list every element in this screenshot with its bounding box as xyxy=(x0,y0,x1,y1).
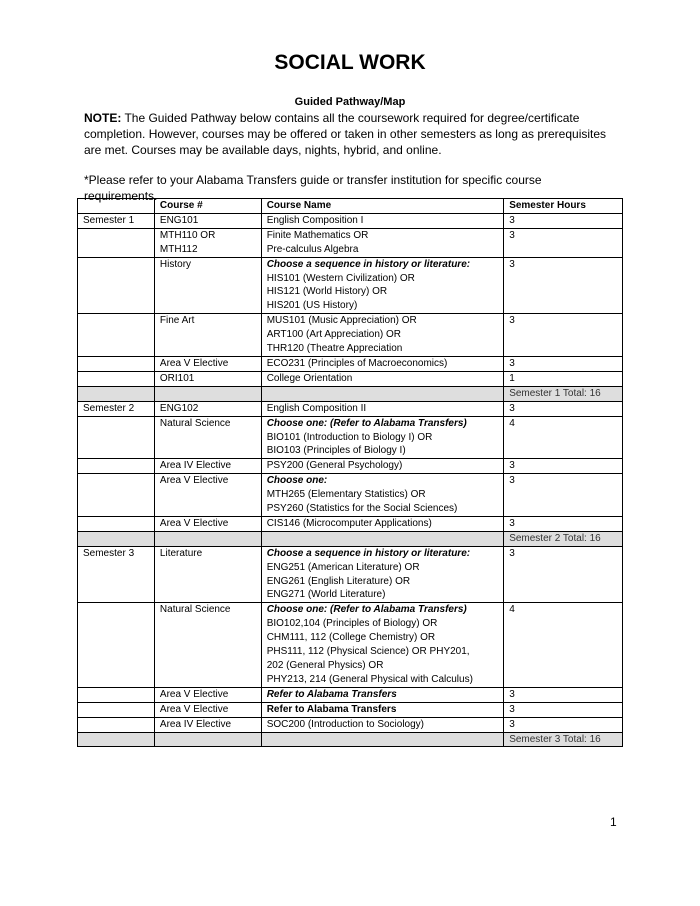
course-number-cell xyxy=(154,459,261,474)
course-name-cell xyxy=(261,314,503,357)
table-row xyxy=(78,717,623,732)
course-number-cell xyxy=(154,687,261,702)
choose-instruction: Choose one: xyxy=(266,475,328,487)
semester-cell xyxy=(78,459,155,474)
course-name-cell xyxy=(261,474,503,517)
semester-cell xyxy=(78,687,155,702)
table-row xyxy=(78,459,623,474)
total-row-empty-cell xyxy=(261,732,503,747)
total-row-empty-cell xyxy=(154,386,261,401)
course-number-cell xyxy=(154,702,261,717)
course-name-line: ART100 (Art Appreciation) OR xyxy=(266,329,402,341)
course-name-line: ENG271 (World Literature) xyxy=(266,589,386,601)
total-row-empty-cell xyxy=(261,531,503,546)
course-name-line: ENG251 (American Literature) OR xyxy=(266,561,420,573)
refer-paragraph: *Please refer to your Alabama Transfers guide or transfer institution for specific course requirements. xyxy=(84,173,542,203)
semester-hours-cell: 3 xyxy=(504,228,623,257)
course-name-line: BIO102,104 (Principles of Biology) OR xyxy=(266,618,438,630)
course-name-cell xyxy=(261,257,503,314)
choose-instruction: Refer to Alabama Transfers xyxy=(266,688,397,700)
header-cell-semester xyxy=(78,199,155,214)
semester-hours-cell: 4 xyxy=(504,416,623,459)
course-number: MTH110 OR xyxy=(159,229,216,241)
course-name-cell xyxy=(261,416,503,459)
semester-total-row xyxy=(78,386,623,401)
semester-cell: Semester 2 xyxy=(78,401,155,416)
course-number-cell xyxy=(154,314,261,357)
semester-cell xyxy=(78,371,155,386)
header-cell-course-name: Course Name xyxy=(261,199,503,214)
course-name-cell xyxy=(261,717,503,732)
course-name-line: CIS146 (Microcomputer Applications) xyxy=(266,517,432,529)
table-row xyxy=(78,603,623,687)
semester-total: Semester 3 Total: 16 xyxy=(504,732,623,747)
course-number: Area V Elective xyxy=(159,475,229,487)
table-row xyxy=(78,257,623,314)
semester-cell: Semester 3 xyxy=(78,546,155,603)
course-name-line: MUS101 (Music Appreciation) OR xyxy=(266,315,417,327)
course-name-cell xyxy=(261,401,503,416)
course-number-cell xyxy=(154,257,261,314)
semester-cell xyxy=(78,416,155,459)
course-name-line: PSY200 (General Psychology) xyxy=(266,460,403,472)
course-name-cell xyxy=(261,546,503,603)
course-name-cell xyxy=(261,687,503,702)
semester-cell xyxy=(78,356,155,371)
course-number: Area V Elective xyxy=(159,357,229,369)
course-number-cell xyxy=(154,228,261,257)
table-row xyxy=(78,546,623,603)
semester-hours-cell: 3 xyxy=(504,717,623,732)
course-name-cell xyxy=(261,228,503,257)
course-name-cell xyxy=(261,459,503,474)
table-row xyxy=(78,228,623,257)
semester-hours-cell: 3 xyxy=(504,516,623,531)
page-title: SOCIAL WORK xyxy=(274,51,426,74)
course-name-line: Finite Mathematics OR xyxy=(266,229,369,241)
course-number-cell xyxy=(154,546,261,603)
table-row xyxy=(78,416,623,459)
course-name-line: ENG261 (English Literature) OR xyxy=(266,575,411,587)
course-number: MTH112 xyxy=(159,243,198,255)
course-number-cell xyxy=(154,717,261,732)
course-name-cell xyxy=(261,356,503,371)
header-cell-semester-hours: Semester Hours xyxy=(504,199,623,214)
semester-cell: Semester 1 xyxy=(78,213,155,228)
course-number-cell xyxy=(154,401,261,416)
table-row xyxy=(78,314,623,357)
total-row-empty-cell xyxy=(78,531,155,546)
semester-hours-cell: 1 xyxy=(504,371,623,386)
note-text: The Guided Pathway below contains all the coursework required for degree/certificate completion. However, courses may be offered or taken in other semesters as long as prerequisites are met. Courses may be available days, nights, hybrid, and online. xyxy=(84,111,607,157)
header-cell-course-number: Course # xyxy=(154,199,261,214)
course-number-cell xyxy=(154,213,261,228)
table-row xyxy=(78,356,623,371)
table-row xyxy=(78,401,623,416)
semester-total-row xyxy=(78,732,623,747)
table-row xyxy=(78,213,623,228)
choose-instruction: Choose a sequence in history or literature: xyxy=(266,547,471,559)
course-name-cell xyxy=(261,371,503,386)
course-name-line: SOC200 (Introduction to Sociology) xyxy=(266,718,425,730)
table-row xyxy=(78,474,623,517)
table-row xyxy=(78,371,623,386)
course-name-line: THR120 (Theatre Appreciation xyxy=(266,343,403,355)
course-name-line: HIS201 (US History) xyxy=(266,300,358,312)
table-row xyxy=(78,702,623,717)
course-name-line: English Composition I xyxy=(266,214,364,226)
course-name-line: English Composition II xyxy=(266,402,367,414)
course-number: Natural Science xyxy=(159,604,231,616)
course-name-line: MTH265 (Elementary Statistics) OR xyxy=(266,489,426,501)
semester-cell xyxy=(78,516,155,531)
semester-cell xyxy=(78,603,155,687)
course-number: Natural Science xyxy=(159,417,231,429)
course-name-line: BIO103 (Principles of Biology I) xyxy=(266,445,406,457)
total-row-empty-cell xyxy=(261,386,503,401)
total-row-empty-cell xyxy=(78,386,155,401)
total-row-empty-cell xyxy=(154,531,261,546)
course-name-line: BIO101 (Introduction to Biology I) OR xyxy=(266,431,433,443)
course-number: Area IV Elective xyxy=(159,718,232,730)
course-name-line: 202 (General Physics) OR xyxy=(266,660,384,671)
semester-hours-cell: 3 xyxy=(504,356,623,371)
semester-total: Semester 1 Total: 16 xyxy=(504,386,623,401)
course-name-line: PHS111, 112 (Physical Science) OR PHY201, xyxy=(266,646,470,658)
course-number: Literature xyxy=(159,547,203,559)
choose-instruction: Choose one: (Refer to Alabama Transfers) xyxy=(266,417,467,429)
semester-hours-cell: 3 xyxy=(504,314,623,357)
choose-instruction: Choose one: (Refer to Alabama Transfers) xyxy=(266,604,467,616)
course-number: Area V Elective xyxy=(159,703,229,715)
semester-hours-cell: 3 xyxy=(504,546,623,603)
course-number: Area V Elective xyxy=(159,688,229,700)
course-number-cell xyxy=(154,356,261,371)
course-table xyxy=(77,198,623,747)
semester-hours-cell: 3 xyxy=(504,257,623,314)
course-number: ENG102 xyxy=(159,402,199,414)
course-name-line: College Orientation xyxy=(266,372,353,384)
semester-hours-cell: 3 xyxy=(504,213,623,228)
course-number-cell xyxy=(154,416,261,459)
course-number-cell xyxy=(154,474,261,517)
table-row xyxy=(78,516,623,531)
course-name-cell xyxy=(261,516,503,531)
course-name-cell xyxy=(261,702,503,717)
choose-instruction: Choose a sequence in history or literature: xyxy=(266,258,471,270)
course-number: ORI101 xyxy=(159,372,195,384)
course-name-line: HIS101 (Western Civilization) OR xyxy=(266,272,415,284)
table-row xyxy=(78,687,623,702)
course-number-cell xyxy=(154,603,261,687)
semester-cell xyxy=(78,314,155,357)
course-number: History xyxy=(159,258,192,270)
semester-cell xyxy=(78,717,155,732)
semester-hours-cell: 3 xyxy=(504,687,623,702)
semester-total: Semester 2 Total: 16 xyxy=(504,531,623,546)
course-number: Fine Art xyxy=(159,315,195,327)
semester-cell xyxy=(78,474,155,517)
semester-cell xyxy=(78,228,155,257)
course-name-line: CHM111, 112 (College Chemistry) OR xyxy=(266,632,436,644)
course-name-cell xyxy=(261,213,503,228)
semester-hours-cell: 3 xyxy=(504,401,623,416)
semester-hours-cell: 3 xyxy=(504,474,623,517)
semester-hours-cell: 3 xyxy=(504,702,623,717)
course-name-line: Pre-calculus Algebra xyxy=(266,243,359,255)
total-row-empty-cell xyxy=(154,732,261,747)
course-number-cell xyxy=(154,516,261,531)
total-row-empty-cell xyxy=(78,732,155,747)
page-subtitle: Guided Pathway/Map xyxy=(294,96,406,108)
course-name-line: PSY260 (Statistics for the Social Sciences) xyxy=(266,503,458,515)
semester-hours-cell: 4 xyxy=(504,603,623,687)
course-name-cell xyxy=(261,603,503,687)
course-number: Area V Elective xyxy=(159,517,229,529)
table-header-row xyxy=(78,199,623,214)
semester-cell xyxy=(78,702,155,717)
course-number: ENG101 xyxy=(159,214,199,226)
course-name-line: HIS121 (World History) OR xyxy=(266,286,388,298)
semester-total-row xyxy=(78,531,623,546)
course-number-cell xyxy=(154,371,261,386)
course-number: Area IV Elective xyxy=(159,460,232,472)
course-name-line: PHY213, 214 (General Physical with Calculus) xyxy=(266,673,473,685)
note-paragraph xyxy=(84,110,614,158)
semester-hours-cell: 3 xyxy=(504,459,623,474)
note-label: NOTE: xyxy=(84,111,122,125)
semester-cell xyxy=(78,257,155,314)
course-name-line: ECO231 (Principles of Macroeconomics) xyxy=(266,357,448,369)
page-number: 1 xyxy=(610,815,617,829)
refer-instruction: Refer to Alabama Transfers xyxy=(266,703,397,715)
